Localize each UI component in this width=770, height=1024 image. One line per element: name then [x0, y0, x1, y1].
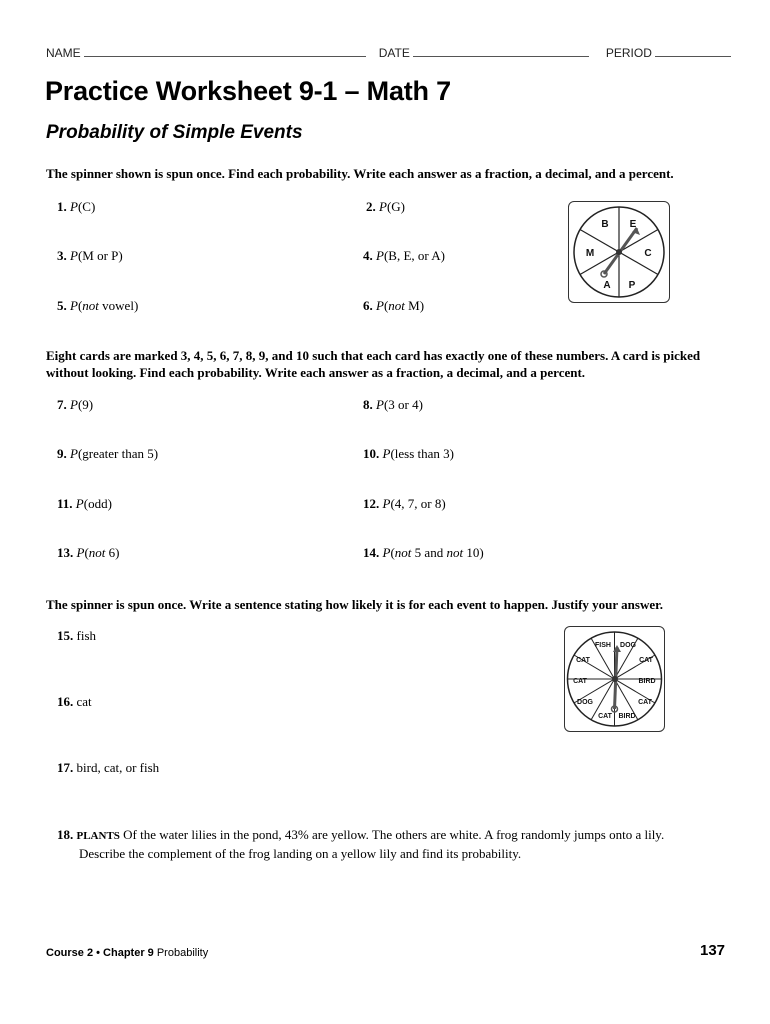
worksheet-subtitle: Probability of Simple Events — [46, 122, 303, 143]
question-16: 16. cat — [57, 694, 92, 709]
question-17: 17. bird, cat, or fish — [57, 760, 160, 775]
spinner-label-b: B — [601, 219, 609, 230]
question-10: 10. P(less than 3) — [363, 446, 454, 461]
spinner-label-m: M — [585, 248, 595, 259]
question-18-line2: Describe the complement of the frog landing on a yellow lily and find its probability. — [79, 846, 522, 861]
question-4: 4. P(B, E, or A) — [363, 248, 445, 263]
question-8: 8. P(3 or 4) — [363, 397, 423, 412]
question-11: 11. P(odd) — [57, 496, 112, 511]
spinner2-label-dog-bottom: DOG — [577, 699, 593, 706]
question-15: 15. fish — [57, 628, 96, 643]
spinner2-label-fish: FISH — [595, 642, 611, 649]
question-3: 3. P(M or P) — [57, 248, 123, 263]
period-label: PERIOD — [605, 46, 652, 60]
page-number: 137 — [700, 942, 726, 959]
section3-instruction: The spinner is spun once. Write a sentence stating how likely it is for each event to happen. Justify your answer. — [46, 597, 663, 612]
question-5: 5. P(not vowel) — [57, 298, 139, 313]
spinner2-label-cat-bottom-right: CAT — [638, 699, 652, 706]
spinner2-label-bird-bottom: BIRD — [618, 713, 636, 720]
animal-spinner — [564, 626, 665, 732]
question-18-line1: 18. PLANTS Of the water lilies in the pond, 43% are yellow. The others are white. A frog randomly jumps onto a lily. — [57, 827, 665, 842]
question-12: 12. P(4, 7, or 8) — [363, 496, 446, 511]
date-field[interactable] — [413, 45, 589, 57]
question-13: 13. P(not 6) — [57, 545, 120, 560]
letter-spinner-graphic — [569, 202, 669, 302]
name-field[interactable] — [84, 45, 366, 57]
worksheet-title: Practice Worksheet 9-1 – Math 7 — [45, 76, 451, 106]
period-field[interactable] — [655, 45, 731, 57]
letter-spinner — [568, 201, 670, 303]
spinner2-label-cat-mid-left: CAT — [573, 678, 587, 685]
question-6: 6. P(not M) — [363, 298, 425, 313]
question-1: 1. P(C) — [57, 199, 96, 214]
spinner-label-a: A — [603, 280, 611, 291]
spinner-label-c: C — [644, 248, 652, 259]
question-7: 7. P(9) — [57, 397, 94, 412]
spinner-label-p: P — [628, 280, 636, 291]
section1-instruction: The spinner shown is spun once. Find each probability. Write each answer as a fraction, a decimal, and a percent. — [46, 166, 674, 181]
spinner2-label-cat-bottom: CAT — [598, 713, 612, 720]
spinner2-label-cat-right: CAT — [639, 657, 653, 664]
question-2: 2. P(G) — [366, 199, 405, 214]
section2-instruction: Eight cards are marked 3, 4, 5, 6, 7, 8, 9, and 10 such that each card has exactly one of these numbers. A card is picked without looking. Find each probability. Write each answer as a fraction, a decimal, and a percent. — [46, 348, 701, 380]
question-9: 9. P(greater than 5) — [57, 446, 159, 461]
name-label: NAME — [46, 46, 81, 60]
date-label: DATE — [378, 46, 410, 60]
student-info-header — [46, 45, 731, 60]
footer-course-info: Course 2 • Chapter 9 Probability — [46, 947, 209, 959]
animal-spinner-graphic — [565, 627, 664, 731]
spinner-label-e: E — [629, 219, 637, 230]
spinner2-label-bird-right: BIRD — [638, 678, 656, 685]
question-14: 14. P(not 5 and not 10) — [363, 545, 484, 560]
spinner2-label-cat-left: CAT — [576, 657, 590, 664]
spinner2-label-dog-top: DOG — [620, 642, 636, 649]
question-18 — [57, 826, 747, 862]
